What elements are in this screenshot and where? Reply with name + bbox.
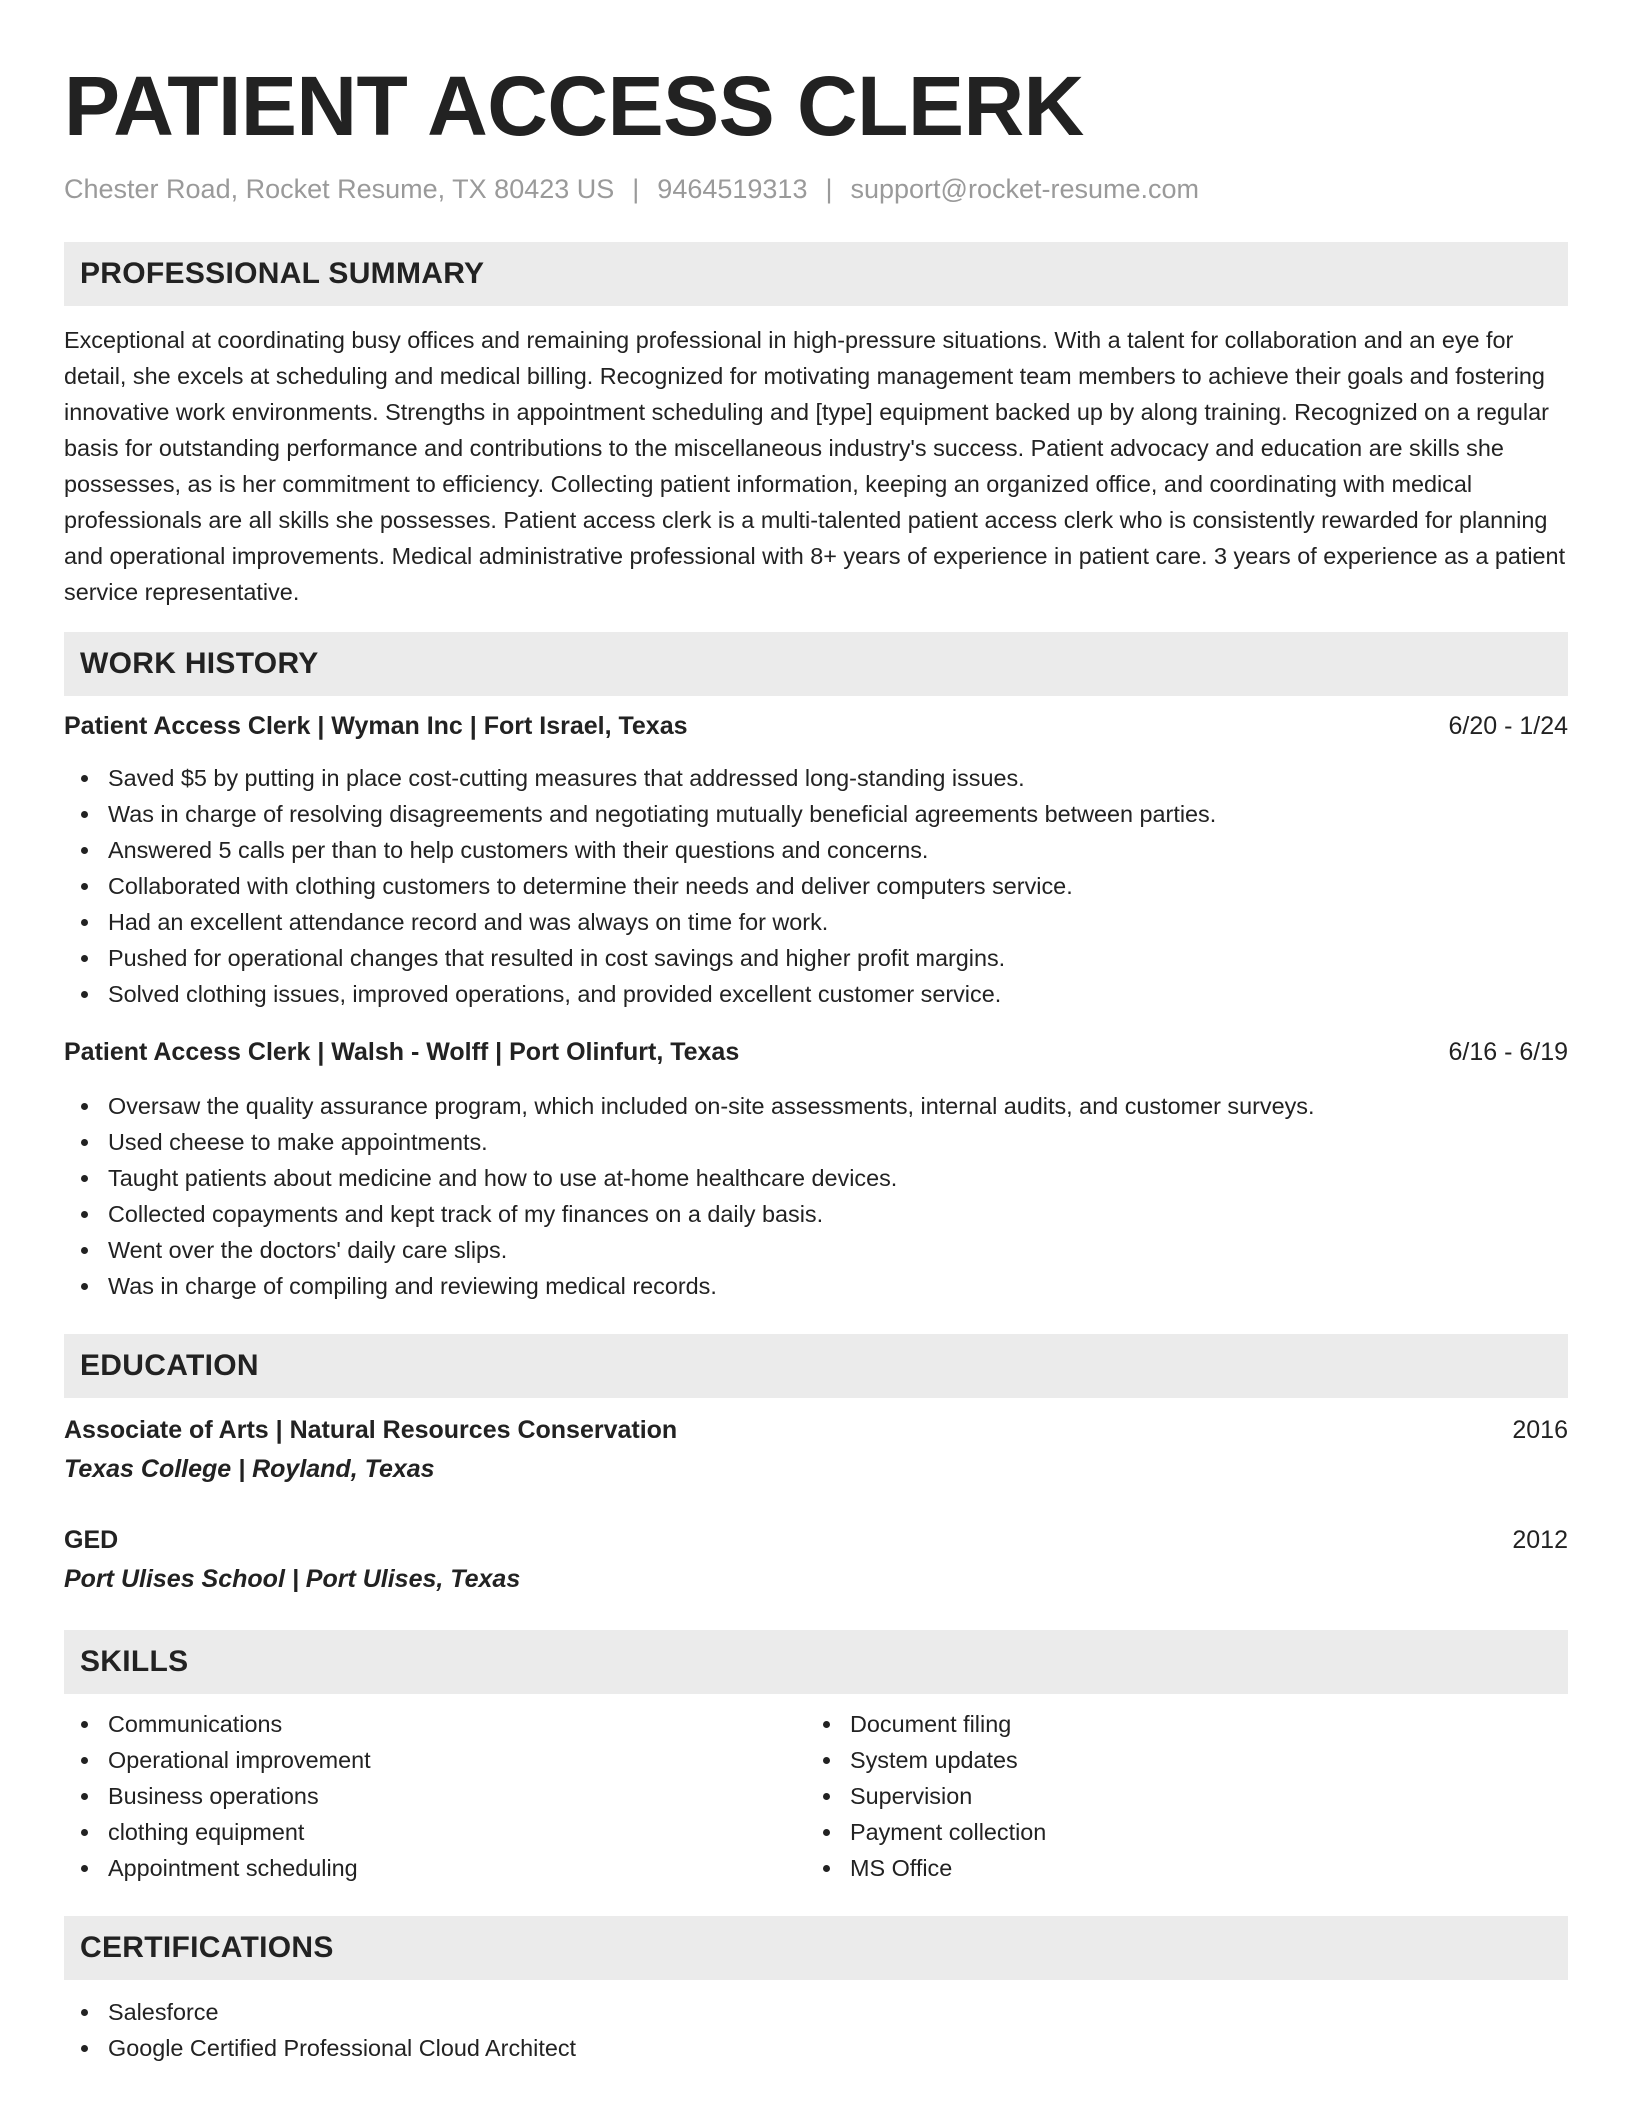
list-item: Answered 5 calls per than to help customers with their questions and concerns. — [64, 832, 1568, 868]
degree-title: Associate of Arts | Natural Resources Conservation — [64, 1416, 678, 1444]
contact-line — [64, 172, 1568, 206]
summary-text: Exceptional at coordinating busy offices and remaining professional in high-pressure situations. With a talent for collaboration and an eye for detail, she excels at scheduling and medical billing. Recognized for motivating management team members to achieve their goals and fostering innovative work environments. Strengths in appointment scheduling and [type] equipment backed up by along training. Recognized on a regular basis for outstanding performance and contributions to the miscellaneous industry's success. Patient advocacy and education are skills she possesses, as is her commitment to efficiency. Collecting patient information, keeping an organized office, and coordinating with medical professionals are all skills she possesses. Patient access clerk is a multi-talented patient access clerk who is consistently rewarded for planning and operational improvements. Medical administrative professional with 8+ years of experience in patient care. 3 years of experience as a patient service representative. — [64, 327, 1566, 605]
school-name: Port Ulises School | Port Ulises, Texas — [64, 1565, 521, 1593]
contact-separator: | — [632, 174, 640, 204]
list-item: Was in charge of compiling and reviewing medical records. — [64, 1268, 1568, 1304]
skills-grid — [64, 1706, 1568, 1886]
list-item: Document filing — [806, 1706, 1548, 1742]
education-header — [64, 1412, 1568, 1448]
job-header — [64, 708, 1568, 744]
list-item: Supervision — [806, 1778, 1548, 1814]
resume-page — [64, 0, 1568, 2066]
skills-column-right — [806, 1706, 1548, 1886]
section-heading-skills: SKILLS — [64, 1630, 1568, 1694]
list-item: Collaborated with clothing customers to determine their needs and deliver computers service. — [64, 868, 1568, 904]
education-header — [64, 1522, 1568, 1558]
job-title: Patient Access Clerk | Walsh - Wolff | Port Olinfurt, Texas — [64, 1038, 740, 1066]
list-item: Oversaw the quality assurance program, which included on-site assessments, internal audits, and customer surveys. — [64, 1088, 1568, 1124]
contact-separator: | — [825, 174, 833, 204]
job-dates: 6/16 - 6/19 — [1448, 1038, 1568, 1066]
list-item: Was in charge of resolving disagreements and negotiating mutually beneficial agreements between parties. — [64, 796, 1568, 832]
job-entry — [64, 1034, 1568, 1304]
list-item: MS Office — [806, 1850, 1548, 1886]
contact-address: Chester Road, Rocket Resume, TX 80423 US — [64, 174, 615, 204]
education-year: 2016 — [1512, 1416, 1568, 1444]
list-item: Solved clothing issues, improved operations, and provided excellent customer service. — [64, 976, 1568, 1012]
list-item: Used cheese to make appointments. — [64, 1124, 1568, 1160]
section-heading-summary: PROFESSIONAL SUMMARY — [64, 242, 1568, 306]
skills-column-left — [64, 1706, 806, 1886]
list-item: Appointment scheduling — [64, 1850, 806, 1886]
education-entry — [64, 1412, 1568, 1488]
list-item: Pushed for operational changes that resulted in cost savings and higher profit margins. — [64, 940, 1568, 976]
list-item: Taught patients about medicine and how to use at-home healthcare devices. — [64, 1160, 1568, 1196]
list-item: Salesforce — [64, 1994, 1568, 2030]
list-item: Payment collection — [806, 1814, 1548, 1850]
list-item: Communications — [64, 1706, 806, 1742]
list-item: Operational improvement — [64, 1742, 806, 1778]
list-item: System updates — [806, 1742, 1548, 1778]
list-item: Business operations — [64, 1778, 806, 1814]
section-heading-work-history: WORK HISTORY — [64, 632, 1568, 696]
job-header — [64, 1034, 1568, 1070]
list-item: Collected copayments and kept track of my finances on a daily basis. — [64, 1196, 1568, 1232]
job-bullets — [64, 1088, 1568, 1304]
job-dates: 6/20 - 1/24 — [1448, 712, 1568, 740]
section-heading-certifications: CERTIFICATIONS — [64, 1916, 1568, 1980]
job-title: Patient Access Clerk | Wyman Inc | Fort Israel, Texas — [64, 712, 688, 740]
degree-title: GED — [64, 1526, 119, 1554]
education-year: 2012 — [1512, 1526, 1568, 1554]
certifications-list — [64, 1994, 1568, 2066]
contact-email: support@rocket-resume.com — [850, 174, 1200, 204]
list-item: Google Certified Professional Cloud Architect — [64, 2030, 1568, 2066]
list-item: Saved $5 by putting in place cost-cutting measures that addressed long-standing issues. — [64, 760, 1568, 796]
contact-phone: 9464519313 — [657, 174, 808, 204]
list-item: Went over the doctors' daily care slips. — [64, 1232, 1568, 1268]
list-item: Had an excellent attendance record and was always on time for work. — [64, 904, 1568, 940]
resume-name: PATIENT ACCESS CLERK — [64, 59, 1084, 153]
education-entry — [64, 1522, 1568, 1598]
list-item: clothing equipment — [64, 1814, 806, 1850]
school-name: Texas College | Royland, Texas — [64, 1455, 435, 1483]
job-entry — [64, 708, 1568, 1012]
section-heading-education: EDUCATION — [64, 1334, 1568, 1398]
job-bullets — [64, 760, 1568, 1012]
